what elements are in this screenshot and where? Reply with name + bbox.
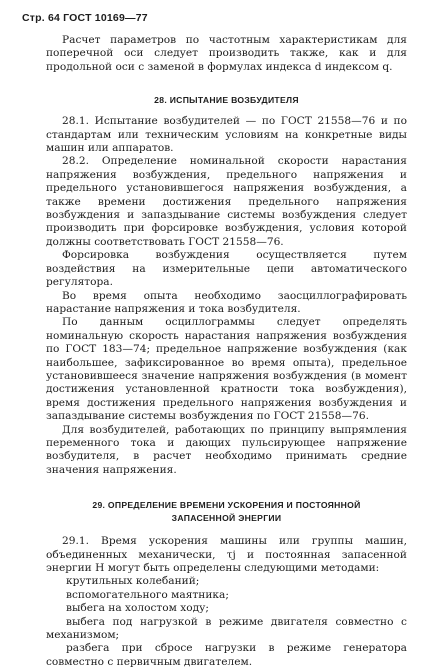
section-28-forcing: Форсировка возбуждения осуществляется путем воздействия на измерительные цепи автоматического регулятора. xyxy=(46,249,407,289)
intro-paragraph: Расчет параметров по частотным характеристикам для поперечной оси следует производить также, как и для продольной оси с заменой в формулах индекса d индексом q. xyxy=(46,34,407,73)
method-item: выбега под нагрузкой в режиме двигателя совместно с механизмом; xyxy=(46,615,407,642)
section-28-rectifier: Для возбудителей, работающих по принципу выпрямления переменного тока и дающих пульсирующее напряжение возбудителя, в расчет необходимо принимать средние значения напряжения. xyxy=(46,423,407,476)
section-28-oscillogram: Во время опыта необходимо заосциллографировать нарастание напряжения и тока возбудителя. xyxy=(46,289,407,315)
method-item: вспомогательного маятника; xyxy=(66,588,229,601)
method-item: разбега при сбросе нагрузки в режиме генератора совместно с первичным двигателем. xyxy=(46,642,407,668)
method-item: выбега на холостом ходу; xyxy=(66,602,209,615)
section-28-2: 28.2. Определение номинальной скорости нарастания напряжения возбуждения, предельного напряжения и предельного установившегося напряжения возбуждения, а также времени достижения предельного напряжения возбуждения и запаздывание системы возбуждения следует производить при форсировке возбуждения, условия которой должны соответствовать ГОСТ 21558—76. xyxy=(46,155,407,248)
section-29-title-line1: 29. ОПРЕДЕЛЕНИЕ ВРЕМЕНИ УСКОРЕНИЯ И ПОСТОЯННОЙ xyxy=(92,500,361,511)
section-29-1: 29.1. Время ускорения машины или группы машин, объединенных механически, τj и постоянная запасенной энергии H могут быть определены следующими методами: xyxy=(46,535,407,574)
document-page xyxy=(46,34,407,669)
section-28-1: 28.1. Испытание возбудителей — по ГОСТ 21558—76 и по стандартам или техническим условиям на конкретные виды машин или аппаратов. xyxy=(46,115,407,155)
section-29-title-line2: ЗАПАСЕННОЙ ЭНЕРГИИ xyxy=(171,513,282,524)
section-28-data: По данным осциллограммы следует определять номинальную скорость нарастания напряжения возбуждения по ГОСТ 183—74; предельное напряжение возбуждения (как наибольшее, зафиксированное во время опыта), предельное установившееся значение напряжения возбуждения (в момент достижения установленной кратности тока возбуждения), время достижения предельного напряжения возбуждения и запаздывание системы возбуждения по ГОСТ 21558—76. xyxy=(46,316,407,423)
section-28-title: 28. ИСПЫТАНИЕ ВОЗБУДИТЕЛЯ xyxy=(154,95,299,106)
method-item: крутильных колебаний; xyxy=(66,575,200,588)
page-header: Стр. 64 ГОСТ 10169—77 xyxy=(22,12,148,24)
